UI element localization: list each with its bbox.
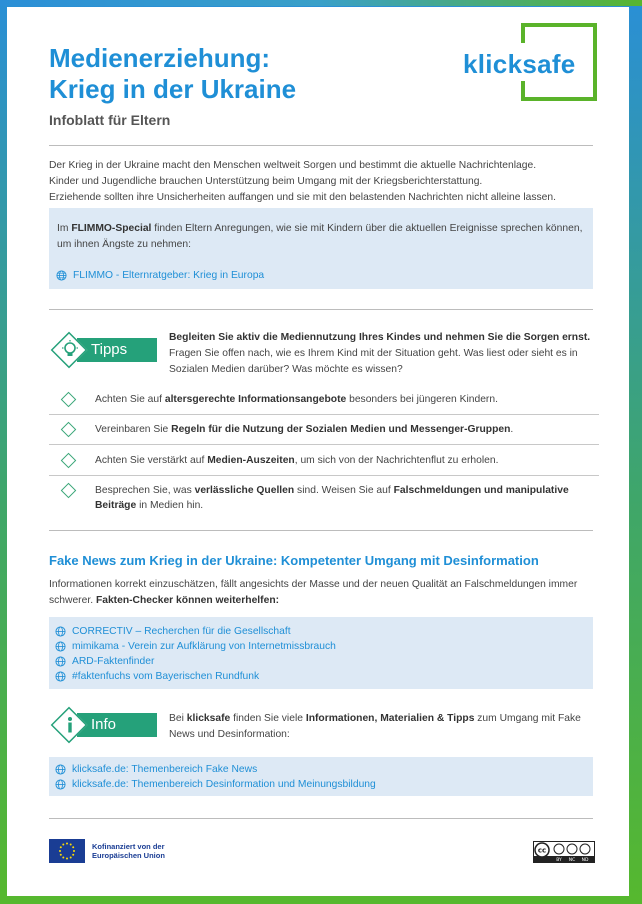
diamond-bullet-icon — [61, 392, 77, 408]
tip-item: Besprechen Sie, was verlässliche Quellen sind. Weisen Sie auf Falschmeldungen und manipulative Beiträge in Medien hin. — [49, 483, 597, 513]
diamond-bullet-icon — [61, 453, 77, 469]
factcheck-link-correctiv[interactable]: CORRECTIV – Recherchen für die Gesellschaft — [55, 624, 593, 639]
logo-wordmark: klicksafe — [463, 49, 576, 79]
content — [7, 0, 629, 896]
globe-icon — [55, 656, 66, 667]
lightbulb-icon — [59, 339, 81, 361]
license-by-label: BY — [556, 858, 562, 863]
divider — [49, 818, 593, 819]
klicksafe-links-box — [49, 757, 593, 796]
klicksafe-link-fakenews[interactable]: klicksafe.de: Themenbereich Fake News — [55, 762, 593, 777]
factcheck-link-faktenfuchs[interactable]: #faktenfuchs vom Bayerischen Rundfunk — [55, 669, 593, 684]
title-line-1: Medienerziehung: — [49, 43, 271, 73]
divider — [49, 530, 593, 531]
globe-icon — [55, 641, 66, 652]
globe-icon — [55, 671, 66, 682]
globe-icon — [55, 764, 66, 775]
diamond-bullet-icon — [61, 422, 77, 438]
globe-icon — [55, 626, 66, 637]
eu-funding-logo — [49, 839, 165, 863]
flimmo-link-label[interactable]: FLIMMO - Elternratgeber: Krieg in Europa — [73, 270, 265, 281]
tip-item: Vereinbaren Sie Regeln für die Nutzung der Sozialen Medien und Messenger-Gruppen. — [49, 422, 597, 437]
fakenews-paragraph: Informationen korrekt einzuschätzen, fällt angesichts der Masse und der neuen Qualität an Falschmeldungen immer schwerer. Fakten-Checker können weiterhelfen: — [49, 579, 578, 606]
tip-separator — [49, 475, 599, 476]
fakenews-heading: Fake News zum Krieg in der Ukraine: Kompetenter Umgang mit Desinformation — [49, 553, 539, 568]
factcheck-links-box — [49, 617, 593, 689]
flimmo-text: Im FLIMMO-Special finden Eltern Anregungen, wie sie mit Kindern über die aktuellen Ereignisse sprechen können, um ihnen Ängste zu nehmen: — [57, 223, 583, 250]
eu-funding-text: Kofinanziert von der Europäischen Union — [92, 842, 165, 860]
globe-icon — [56, 270, 67, 281]
divider — [49, 145, 593, 146]
page-title — [49, 43, 296, 105]
divider — [49, 309, 593, 310]
info-badge — [49, 705, 159, 745]
klicksafe-link-desinformation[interactable]: klicksafe.de: Themenbereich Desinformation und Meinungsbildung — [55, 777, 593, 792]
tips-badge — [49, 330, 159, 370]
intro-line-3: Erziehende sollten ihre Unsicherheiten auffangen und sie mit den belastenden Nachrichten nicht alleine lassen. — [49, 192, 556, 203]
info-badge-label: Info — [77, 713, 157, 737]
tip-item: Achten Sie verstärkt auf Medien-Auszeiten, um sich von der Nachrichtenflut zu erholen. — [49, 453, 597, 468]
factcheck-link-ard[interactable]: ARD-Faktenfinder — [55, 654, 593, 669]
tip-separator — [49, 444, 599, 445]
eu-flag-icon — [49, 839, 85, 863]
creative-commons-license-icon — [533, 841, 595, 863]
tip-separator — [49, 414, 599, 415]
info-text: Bei klicksafe finden Sie viele Informationen, Materialien & Tipps zum Umgang mit Fake News und Desinformation: — [169, 713, 581, 740]
intro-line-1: Der Krieg in der Ukraine macht den Menschen weltweit Sorgen und bestimmt die aktuelle Nachrichtenlage. — [49, 160, 537, 171]
license-nc-label: NC — [568, 858, 576, 863]
svg-text:cc: cc — [537, 846, 547, 855]
klicksafe-logo — [463, 23, 595, 101]
diamond-bullet-icon — [61, 483, 77, 499]
factcheck-link-mimikama[interactable]: mimikama - Verein zur Aufklärung von Internetmissbrauch — [55, 639, 593, 654]
globe-icon — [55, 779, 66, 790]
tip-item: Achten Sie auf altersgerechte Informationsangebote besonders bei jüngeren Kindern. — [49, 392, 597, 407]
intro-paragraph — [49, 158, 597, 206]
intro-line-2: Kinder und Jugendliche brauchen Unterstützung beim Umgang mit der Kriegsberichterstattung. — [49, 176, 483, 187]
info-icon — [59, 714, 81, 736]
flimmo-box — [49, 208, 593, 289]
page-subtitle: Infoblatt für Eltern — [49, 112, 171, 128]
title-line-2: Krieg in der Ukraine — [49, 74, 297, 104]
tips-badge-label: Tipps — [77, 338, 157, 362]
flimmo-link[interactable] — [56, 268, 264, 283]
license-nd-label: ND — [581, 858, 589, 863]
tips-lead: Begleiten Sie aktiv die Mediennutzung Ihres Kindes und nehmen Sie die Sorgen ernst. Fragen Sie offen nach, wie es Ihrem Kind mit der Situation geht. Was liest oder sieht es in Sozialen Medien darüber? Was möchte es wissen? — [169, 332, 591, 375]
